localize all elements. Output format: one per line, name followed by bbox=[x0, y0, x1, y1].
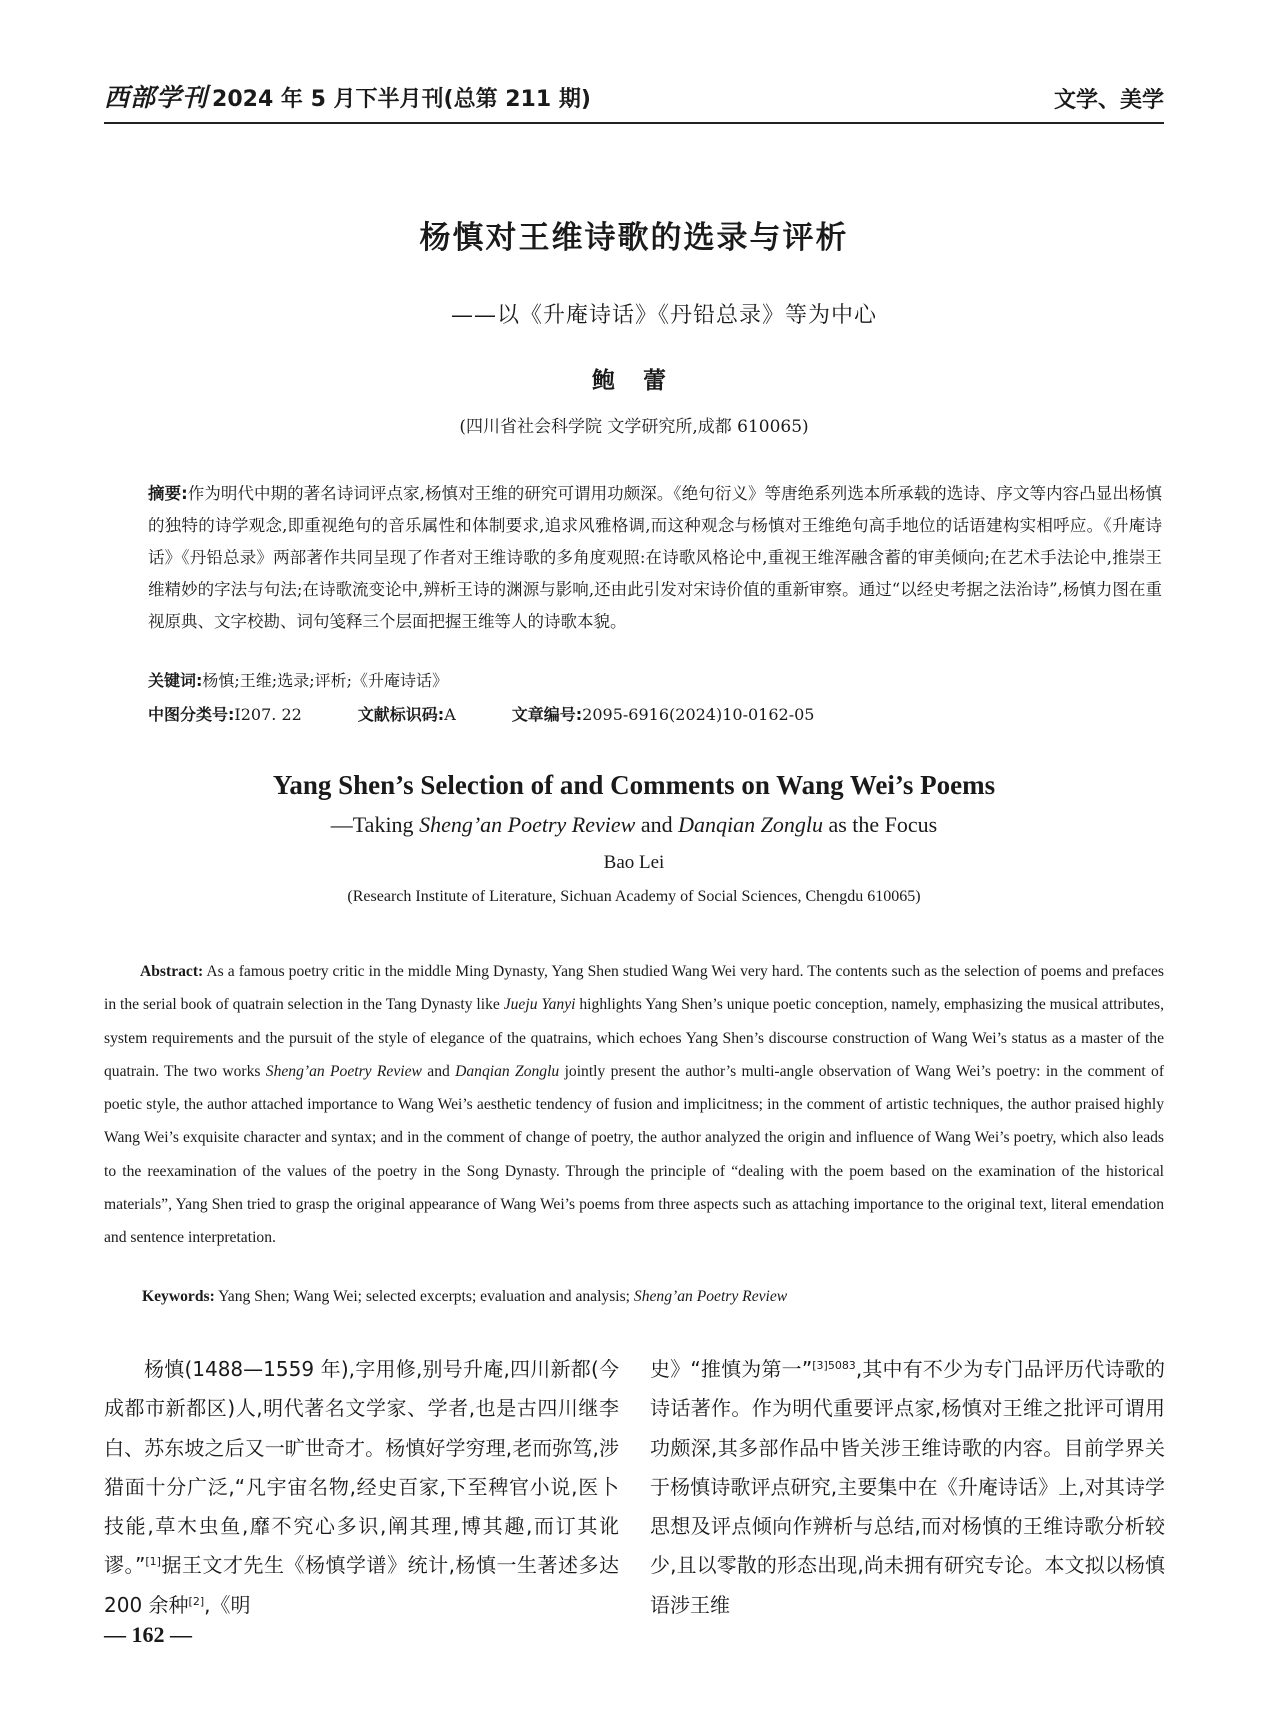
page-number: — 162 — bbox=[104, 1622, 192, 1647]
article-subtitle-cn: ——以《升庵诗话》《丹铅总录》等为中心 bbox=[450, 303, 877, 328]
running-header bbox=[104, 84, 1164, 124]
abstract-cn-label: 摘要: bbox=[148, 484, 188, 503]
abstract-en-text: and bbox=[421, 1062, 456, 1080]
keywords-en-italic: Sheng’an Poetry Review bbox=[633, 1288, 788, 1305]
subtitle-en-part: and bbox=[635, 812, 679, 837]
keywords-cn bbox=[148, 668, 448, 691]
doc-label: 文献标识码: bbox=[357, 705, 445, 724]
article-value: 2095-6916(2024)10-0162-05 bbox=[582, 705, 815, 724]
abstract-en-text: As a famous poetry critic in the middle Ming Dynasty, Yang Shen studied Wang Wei very hard. The contents such as the selection of poems and prefaces in the serial book of quatrain selection in the Tang Dynasty like bbox=[104, 963, 1164, 1014]
affiliation-cn: (四川省社会科学院 文学研究所,成都 610065) bbox=[459, 417, 809, 437]
subtitle-en-italic: Sheng’an Poetry Review bbox=[419, 812, 636, 837]
issue-info: 2024 年 5 月下半月刊(总第 211 期) bbox=[212, 87, 591, 112]
subtitle-en-part: as the Focus bbox=[822, 812, 938, 837]
body-text: 据王文才先生《杨慎学谱》统计,杨慎一生著述多达 200 余种 bbox=[104, 1553, 619, 1617]
document-code bbox=[358, 702, 456, 725]
abstract-en-italic: Sheng’an Poetry Review bbox=[265, 1062, 422, 1080]
article-meta bbox=[148, 702, 870, 725]
body-column-right bbox=[650, 1350, 1165, 1625]
clc-number bbox=[148, 702, 302, 725]
article-number bbox=[512, 702, 815, 725]
doc-value: A bbox=[444, 705, 456, 724]
affiliation-en: (Research Institute of Literature, Sichuan Academy of Social Sciences, Chengdu 610065) bbox=[347, 888, 921, 905]
author-name-en: Bao Lei bbox=[603, 852, 665, 873]
abstract-en bbox=[104, 955, 1164, 1255]
abstract-en-text: highlights Yang Shen’s unique poetic conception, namely, emphasizing the musical attributes, system requirements and the pursuit of the style of elegance of the quatrains, which echoes Yang Shen’s discourse construction of Wang Wei’s status as a master of the quatrain. The two works bbox=[104, 996, 1164, 1080]
article-title-en: Yang Shen’s Selection of and Comments on Wang Wei’s Poems bbox=[272, 770, 996, 800]
keywords-en bbox=[142, 1288, 787, 1306]
clc-value: I207. 22 bbox=[234, 705, 302, 724]
author-name-cn: 鲍 蕾 bbox=[591, 367, 676, 394]
subtitle-en-italic: Danqian Zonglu bbox=[678, 812, 823, 837]
keywords-cn-text: 杨慎;王维;选录;评析;《升庵诗话》 bbox=[202, 671, 448, 690]
body-text: 杨慎(1488—1559 年),字用修,别号升庵,四川新都(今成都市新都区)人,明代著名文学家、学者,也是古四川继李白、苏东坡之后又一旷世奇才。杨慎好学穷理,老而弥笃,涉猎面十分广泛,“凡宇宙名物,经史百家,下至稗官小说,医卜技能,草木虫鱼,靡不究心多识,阐其理,博其趣,而订其讹谬。” bbox=[104, 1357, 619, 1578]
abstract-en-text: jointly present the author’s multi-angle observation of Wang Wei’s poetry: in the comment of poetic style, the author attached importance to Wang Wei’s aesthetic tendency of fusion and implicitness; in the comment of artistic techniques, the author praised highly Wang Wei’s exquisite character and syntax; and in the comment of change of poetry, the author analyzed the origin and influence of Wang Wei’s poetry, which also leads to the reexamination of the values of the poetry in the Song Dynasty. Through the principle of “dealing with the poem based on the examination of the historical materials”, Yang Shen tried to grasp the original appearance of Wang Wei’s poems from three aspects such as attaching importance to the original text, literal emendation and sentence interpretation. bbox=[104, 1062, 1165, 1247]
citation-ref: [3]5083 bbox=[812, 1359, 856, 1372]
article-subtitle-en bbox=[0, 812, 1268, 838]
abstract-cn-text: 作为明代中期的著名诗词评点家,杨慎对王维的研究可谓用功颇深。《绝句衍义》等唐绝系列选本所承载的选诗、序文等内容凸显出杨慎的独特的诗学观念,即重视绝句的音乐属性和体制要求,追求风雅格调,而这种观念与杨慎对王维绝句高手地位的话语建构实相呼应。《升庵诗话》《丹铅总录》两部著作共同呈现了作者对王维诗歌的多角度观照:在诗歌风格论中,重视王维浑融含蓄的审美倾向;在艺术手法论中,推崇王维精妙的字法与句法;在诗歌流变论中,辨析王诗的渊源与影响,还由此引发对宋诗价值的重新审察。通过“以经史考据之法治诗”,杨慎力图在重视原典、文字校勘、词句笺释三个层面把握王维等人的诗歌本貌。 bbox=[148, 484, 1162, 631]
header-left bbox=[104, 78, 591, 114]
keywords-cn-label: 关键词: bbox=[148, 671, 203, 690]
citation-ref: [1] bbox=[145, 1555, 161, 1569]
clc-label: 中图分类号: bbox=[148, 705, 235, 724]
body-text: ,其中有不少为专门品评历代诗歌的诗话著作。作为明代重要评点家,杨慎对王维之批评可谓用功颇深,其多部作品中皆关涉王维诗歌的内容。目前学界关于杨慎诗歌评点研究,主要集中在《升庵诗话》上,对其诗学思想及评点倾向作辨析与总结,而对杨慎的王维诗歌分析较少,且以零散的形态出现,尚未拥有研究专论。本文拟以杨慎语涉王维 bbox=[650, 1357, 1165, 1617]
article-title-cn: 杨慎对王维诗歌的选录与评析 bbox=[419, 220, 849, 256]
body-text: 史》“推慎为第一” bbox=[650, 1357, 813, 1381]
keywords-en-text: Yang Shen; Wang Wei; selected excerpts; evaluation and analysis; bbox=[214, 1288, 634, 1305]
citation-ref: [2] bbox=[188, 1594, 205, 1608]
keywords-en-label: Keywords: bbox=[142, 1288, 215, 1305]
abstract-cn bbox=[148, 478, 1162, 638]
abstract-en-italic: Danqian Zonglu bbox=[455, 1062, 560, 1080]
body-column-left bbox=[104, 1350, 619, 1625]
article-label: 文章编号: bbox=[511, 705, 583, 724]
section-name: 文学、美学 bbox=[1053, 88, 1164, 113]
subtitle-en-part: —Taking bbox=[330, 812, 420, 837]
abstract-en-italic: Jueju Yanyi bbox=[503, 996, 576, 1014]
journal-logo: 西部学刊 bbox=[104, 83, 209, 112]
abstract-en-label: Abstract: bbox=[140, 963, 204, 980]
body-text: ,《明 bbox=[204, 1592, 251, 1617]
